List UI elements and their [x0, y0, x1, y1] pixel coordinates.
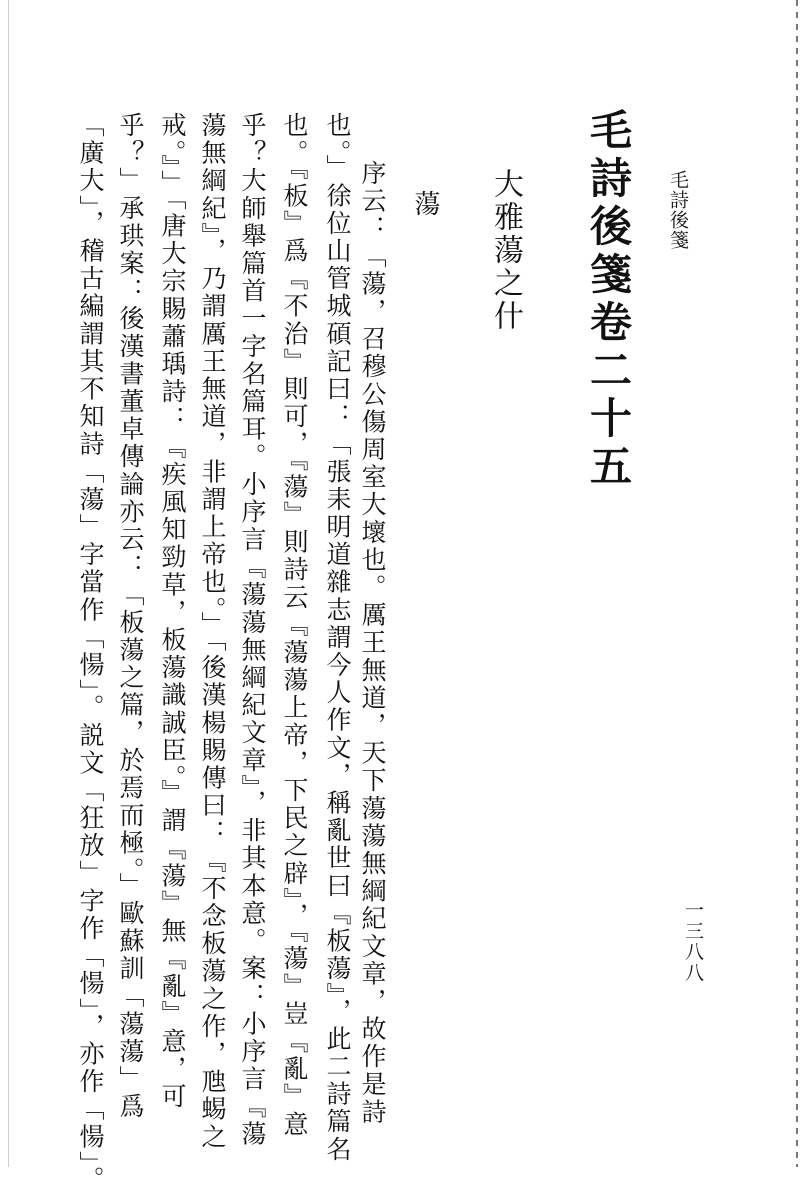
- body-line-1: 也。」徐位山管城碩記曰：「張耒明道雜志謂今人作文，稱亂世曰『板蕩』，此二詩篇名: [323, 112, 352, 1164]
- poem-title: 蕩: [410, 190, 440, 216]
- running-header: 毛詩後箋: [667, 170, 689, 250]
- page-number: 一三八八: [682, 900, 704, 984]
- body-line-3: 也。『板』爲『不治』則可，『蕩』則詩云『蕩蕩上帝，下民之辟』，『蕩』豈『亂』意: [280, 112, 309, 1139]
- body-line-4: 乎？大師舉篇首一字名篇耳。小序言『蕩蕩無綱紀文章』，非其本意。案：小序言『蕩: [238, 112, 267, 1149]
- body-line-8: 「廣大」，稽古編謂其不知詩「蕩」字當作「愓」。説文「狂放」字作「愓」，亦作「愓」。: [76, 112, 105, 1194]
- section-title: 大雅蕩之什: [488, 168, 523, 333]
- body-line-5: 蕩無綱紀』，乃謂厲王無道，非謂上帝也。」「後漢楊賜傳曰：『不念板蕩之作，虺蜴之: [198, 112, 227, 1151]
- page-edge-left: [8, 0, 9, 1167]
- body-line-6: 戒。』」「唐大宗賜蕭瑀詩：『疾風知勁草，板蕩識誠臣。』謂『蕩』無『亂』意，可: [158, 112, 187, 1111]
- body-line-2: 序云：「蕩，召穆公傷周室大壞也。厲王無道，天下蕩蕩無綱紀文章，故作是詩: [358, 160, 387, 1126]
- volume-title: 毛詩後箋卷二十五: [584, 108, 633, 492]
- body-line-7: 乎？」承珙案：後漢書董卓傳論亦云：「板蕩之篇，於焉而極。」歐蘇訓「蕩蕩」爲: [116, 112, 145, 1121]
- page-edge-right: [796, 0, 798, 1167]
